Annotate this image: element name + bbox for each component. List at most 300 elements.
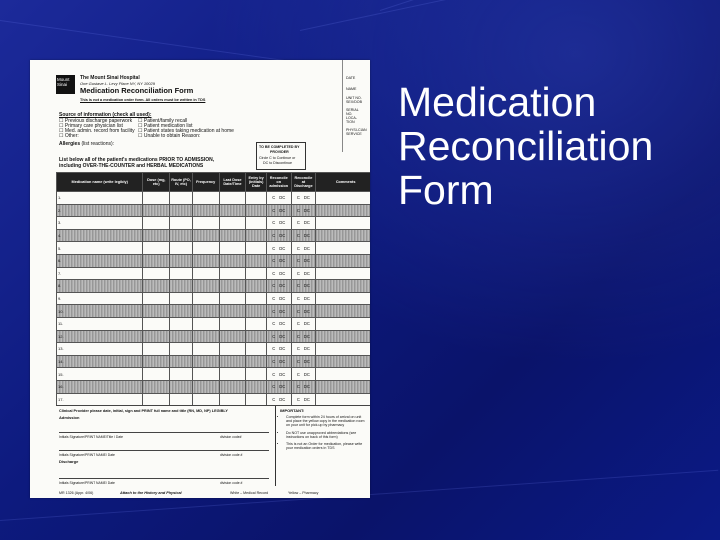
table-cell bbox=[143, 204, 170, 217]
important-box bbox=[275, 406, 368, 486]
table-cell bbox=[170, 280, 193, 293]
discontinue-code[interactable]: DC bbox=[303, 371, 310, 377]
continue-code[interactable]: C bbox=[296, 333, 300, 339]
discontinue-code[interactable]: DC bbox=[279, 245, 286, 251]
row-number: 9. bbox=[57, 292, 143, 305]
table-cell bbox=[192, 242, 219, 255]
discharge-reconcile-cell bbox=[291, 242, 316, 255]
discontinue-code[interactable]: DC bbox=[303, 258, 310, 264]
discontinue-code[interactable]: DC bbox=[279, 384, 286, 390]
row-number: 11. bbox=[57, 317, 143, 330]
table-cell bbox=[170, 393, 193, 406]
footer-attach: Attach to the History and Physical bbox=[120, 491, 182, 495]
table-cell bbox=[143, 292, 170, 305]
continue-code[interactable]: C bbox=[296, 346, 300, 352]
table-cell bbox=[143, 267, 170, 280]
table-row bbox=[57, 280, 371, 293]
table-cell bbox=[192, 267, 219, 280]
table-cell bbox=[316, 192, 370, 205]
discontinue-code[interactable]: DC bbox=[303, 333, 310, 339]
table-cell bbox=[192, 368, 219, 381]
column-header: Frequency bbox=[192, 173, 219, 192]
discontinue-code[interactable]: DC bbox=[303, 220, 310, 226]
continue-code[interactable]: C bbox=[272, 346, 276, 352]
table-cell bbox=[143, 229, 170, 242]
table-cell bbox=[246, 229, 267, 242]
provider-box-line: Circle C to Continue or bbox=[259, 156, 296, 160]
admission-reconcile-cell bbox=[266, 229, 291, 242]
table-cell bbox=[170, 330, 193, 343]
discontinue-code[interactable]: DC bbox=[303, 359, 310, 365]
signature-line bbox=[59, 450, 269, 451]
table-cell bbox=[316, 368, 370, 381]
provider-box-line: PROVIDER bbox=[270, 150, 289, 154]
row-number: 13. bbox=[57, 343, 143, 356]
provider-box-line: DC to Discontinue bbox=[263, 161, 292, 165]
discharge-reconcile-cell bbox=[291, 343, 316, 356]
discharge-reconcile-cell bbox=[291, 305, 316, 318]
admission-reconcile-cell bbox=[266, 192, 291, 205]
continue-code[interactable]: C bbox=[272, 245, 276, 251]
table-cell bbox=[246, 254, 267, 267]
footer-white-copy: White – Medical Record bbox=[230, 491, 269, 495]
continue-code[interactable]: C bbox=[296, 220, 300, 226]
table-cell bbox=[143, 343, 170, 356]
continue-code[interactable]: C bbox=[296, 308, 300, 314]
field-physician: PHYSI-CIAN SERVICE bbox=[346, 128, 367, 136]
discontinue-code[interactable]: DC bbox=[279, 283, 286, 289]
discontinue-code[interactable]: DC bbox=[279, 333, 286, 339]
row-number: 5. bbox=[57, 242, 143, 255]
table-cell bbox=[246, 393, 267, 406]
continue-code[interactable]: C bbox=[272, 233, 276, 239]
row-number: 8. bbox=[57, 280, 143, 293]
table-cell bbox=[219, 368, 246, 381]
provider-instruction-box bbox=[256, 142, 306, 170]
table-header-row bbox=[57, 173, 371, 192]
table-cell bbox=[143, 393, 170, 406]
row-number: 14. bbox=[57, 355, 143, 368]
discharge-reconcile-cell bbox=[291, 317, 316, 330]
division-code: division code# bbox=[220, 435, 242, 439]
table-cell bbox=[219, 217, 246, 230]
discharge-reconcile-cell bbox=[291, 204, 316, 217]
table-cell bbox=[246, 267, 267, 280]
discontinue-code[interactable]: DC bbox=[303, 296, 310, 302]
table-row bbox=[57, 204, 371, 217]
table-row bbox=[57, 305, 371, 318]
table-row bbox=[57, 267, 371, 280]
table-row bbox=[57, 393, 371, 406]
list-instruction-2: including OVER-THE-COUNTER and HERBAL MEDICATIONS bbox=[59, 163, 204, 169]
admission-reconcile-cell bbox=[266, 393, 291, 406]
table-cell bbox=[143, 355, 170, 368]
column-header: Medication name (write legibly) bbox=[57, 173, 143, 192]
admission-reconcile-cell bbox=[266, 305, 291, 318]
row-number: 10. bbox=[57, 305, 143, 318]
table-cell bbox=[219, 317, 246, 330]
continue-code[interactable]: C bbox=[272, 270, 276, 276]
table-cell bbox=[246, 292, 267, 305]
table-cell bbox=[316, 204, 370, 217]
table-cell bbox=[143, 242, 170, 255]
table-cell bbox=[219, 343, 246, 356]
table-cell bbox=[316, 317, 370, 330]
discontinue-code[interactable]: DC bbox=[303, 270, 310, 276]
hospital-logo: Mount Sinai bbox=[56, 75, 75, 94]
table-cell bbox=[192, 393, 219, 406]
table-cell bbox=[170, 355, 193, 368]
medication-rows bbox=[57, 192, 371, 406]
continue-code[interactable]: C bbox=[296, 371, 300, 377]
table-cell bbox=[143, 217, 170, 230]
table-cell bbox=[170, 317, 193, 330]
table-row bbox=[57, 292, 371, 305]
table-cell bbox=[246, 192, 267, 205]
discontinue-code[interactable]: DC bbox=[279, 220, 286, 226]
table-cell bbox=[316, 330, 370, 343]
signature-line bbox=[59, 478, 269, 479]
continue-code[interactable]: C bbox=[272, 321, 276, 327]
table-cell bbox=[219, 280, 246, 293]
table-cell bbox=[192, 343, 219, 356]
table-row bbox=[57, 217, 371, 230]
discontinue-code[interactable]: DC bbox=[303, 195, 310, 201]
table-cell bbox=[246, 204, 267, 217]
continue-code[interactable]: C bbox=[296, 195, 300, 201]
continue-code[interactable]: C bbox=[272, 296, 276, 302]
continue-code[interactable]: C bbox=[272, 384, 276, 390]
row-number: 16. bbox=[57, 380, 143, 393]
division-code: division code # bbox=[220, 481, 243, 485]
source-item: ☐ Previous discharge paperwork bbox=[59, 118, 133, 124]
discharge-label: Discharge bbox=[59, 459, 79, 464]
discharge-reconcile-cell bbox=[291, 267, 316, 280]
continue-code[interactable]: C bbox=[272, 283, 276, 289]
table-cell bbox=[192, 292, 219, 305]
table-cell bbox=[143, 317, 170, 330]
important-notes bbox=[276, 415, 366, 453]
signature-line bbox=[59, 432, 269, 433]
disclaimer: This is not a medication order form. All orders must be written in TDS bbox=[80, 98, 206, 102]
discontinue-code[interactable]: DC bbox=[303, 384, 310, 390]
row-number: 12. bbox=[57, 330, 143, 343]
field-name: NAME bbox=[346, 87, 357, 91]
table-cell bbox=[246, 355, 267, 368]
table-cell bbox=[143, 192, 170, 205]
table-cell bbox=[246, 305, 267, 318]
table-cell bbox=[143, 305, 170, 318]
discontinue-code[interactable]: DC bbox=[303, 233, 310, 239]
table-cell bbox=[219, 393, 246, 406]
discontinue-code[interactable]: DC bbox=[279, 396, 286, 402]
table-cell bbox=[219, 204, 246, 217]
table-cell bbox=[143, 368, 170, 381]
table-cell bbox=[143, 380, 170, 393]
discharge-reconcile-cell bbox=[291, 192, 316, 205]
table-cell bbox=[192, 355, 219, 368]
row-number: 2. bbox=[57, 204, 143, 217]
table-cell bbox=[246, 380, 267, 393]
column-header: Reconcile on admission bbox=[266, 173, 291, 192]
continue-code[interactable]: C bbox=[296, 245, 300, 251]
background-streak bbox=[0, 20, 297, 63]
admission-label: Admission bbox=[59, 415, 80, 420]
source-item: ☐ Unable to obtain Reason: bbox=[138, 133, 201, 139]
table-cell bbox=[246, 217, 267, 230]
provider-box-line: TO BE COMPLETED BY bbox=[259, 145, 300, 149]
table-cell bbox=[246, 343, 267, 356]
admission-reconcile-cell bbox=[266, 368, 291, 381]
table-cell bbox=[219, 192, 246, 205]
table-cell bbox=[192, 280, 219, 293]
table-cell bbox=[316, 393, 370, 406]
admission-reconcile-cell bbox=[266, 330, 291, 343]
continue-code[interactable]: C bbox=[272, 308, 276, 314]
table-row bbox=[57, 368, 371, 381]
patient-id-bar bbox=[342, 60, 370, 152]
table-cell bbox=[192, 204, 219, 217]
table-cell bbox=[219, 254, 246, 267]
table-cell bbox=[316, 305, 370, 318]
table-cell bbox=[170, 368, 193, 381]
table-cell bbox=[246, 368, 267, 381]
table-cell bbox=[316, 254, 370, 267]
hospital-name: The Mount Sinai Hospital bbox=[80, 75, 140, 81]
row-number: 3. bbox=[57, 217, 143, 230]
table-cell bbox=[170, 343, 193, 356]
footer-form-code: MR 1326 (Appr. 4/06) bbox=[59, 491, 94, 495]
important-note: • This is not an Order for medication, please write your medication orders in TDS bbox=[286, 442, 366, 450]
continue-code[interactable]: C bbox=[296, 359, 300, 365]
table-cell bbox=[143, 254, 170, 267]
admission-reconcile-cell bbox=[266, 343, 291, 356]
source-item: ☐ Primary care physician list bbox=[59, 123, 123, 129]
discontinue-code[interactable]: DC bbox=[279, 371, 286, 377]
admission-reconcile-cell bbox=[266, 380, 291, 393]
discontinue-code[interactable]: DC bbox=[279, 195, 286, 201]
table-cell bbox=[219, 292, 246, 305]
source-item: ☐ Other: bbox=[59, 133, 79, 139]
continue-code[interactable]: C bbox=[296, 384, 300, 390]
table-cell bbox=[316, 217, 370, 230]
allergies-label: Allergies (list reactions): bbox=[59, 141, 115, 147]
table-cell bbox=[316, 343, 370, 356]
discontinue-code[interactable]: DC bbox=[303, 283, 310, 289]
continue-code[interactable]: C bbox=[272, 333, 276, 339]
important-heading: IMPORTANT: bbox=[280, 408, 305, 413]
row-number: 17. bbox=[57, 393, 143, 406]
important-note: • Do NOT use unapproved abbreviations (see instructions on back of this form) bbox=[286, 431, 366, 439]
discontinue-code[interactable]: DC bbox=[279, 321, 286, 327]
field-serial: SERIAL NO. LOCA-TION bbox=[346, 108, 359, 124]
field-unit: UNIT NO. SEX/DOB bbox=[346, 96, 362, 104]
table-cell bbox=[143, 330, 170, 343]
table-cell bbox=[316, 242, 370, 255]
table-cell bbox=[192, 305, 219, 318]
discontinue-code[interactable]: DC bbox=[279, 346, 286, 352]
table-row bbox=[57, 380, 371, 393]
table-cell bbox=[246, 280, 267, 293]
table-cell bbox=[246, 330, 267, 343]
discontinue-code[interactable]: DC bbox=[303, 207, 310, 213]
table-row bbox=[57, 192, 371, 205]
continue-code[interactable]: C bbox=[296, 296, 300, 302]
table-cell bbox=[219, 355, 246, 368]
table-row bbox=[57, 229, 371, 242]
column-header: Last Dose Date/Time bbox=[219, 173, 246, 192]
discharge-reconcile-cell bbox=[291, 292, 316, 305]
source-item: ☐ Med. admin. record from facility bbox=[59, 128, 135, 134]
discharge-reconcile-cell bbox=[291, 393, 316, 406]
source-item: ☐ Patient states taking medication at home bbox=[138, 128, 234, 134]
continue-code[interactable]: C bbox=[296, 321, 300, 327]
medication-form-image bbox=[30, 60, 370, 498]
continue-code[interactable]: C bbox=[272, 220, 276, 226]
continue-code[interactable]: C bbox=[272, 195, 276, 201]
table-cell bbox=[192, 217, 219, 230]
column-header: Route (PO, IV, etc) bbox=[170, 173, 193, 192]
admission-reconcile-cell bbox=[266, 355, 291, 368]
table-cell bbox=[246, 317, 267, 330]
table-cell bbox=[219, 380, 246, 393]
source-heading: Source of information (check all used): bbox=[59, 112, 152, 118]
discharge-reconcile-cell bbox=[291, 380, 316, 393]
discontinue-code[interactable]: DC bbox=[303, 346, 310, 352]
table-cell bbox=[170, 204, 193, 217]
source-item: ☐ Patient/family recall bbox=[138, 118, 188, 124]
signature-caption: Initials Signature/PRINT NAME/ Date bbox=[59, 453, 115, 457]
important-note: • Complete form within 24 hours of arrival on unit and place the yellow copy in the medication room on your unit for pick-up by pharmacy bbox=[286, 415, 366, 428]
signature-caption: Initials Signature/PRINT NAME/Title / Date bbox=[59, 435, 124, 439]
table-cell bbox=[170, 229, 193, 242]
table-cell bbox=[219, 229, 246, 242]
admission-reconcile-cell bbox=[266, 254, 291, 267]
table-row bbox=[57, 317, 371, 330]
discharge-reconcile-cell bbox=[291, 254, 316, 267]
discontinue-code[interactable]: DC bbox=[303, 396, 310, 402]
table-cell bbox=[170, 192, 193, 205]
table-row bbox=[57, 343, 371, 356]
footer-yellow-copy: Yellow – Pharmacy bbox=[288, 491, 319, 495]
table-cell bbox=[192, 192, 219, 205]
discontinue-code[interactable]: DC bbox=[279, 207, 286, 213]
table-cell bbox=[192, 380, 219, 393]
table-cell bbox=[219, 305, 246, 318]
continue-code[interactable]: C bbox=[272, 359, 276, 365]
table-cell bbox=[170, 380, 193, 393]
discontinue-code[interactable]: DC bbox=[279, 258, 286, 264]
continue-code[interactable]: C bbox=[296, 258, 300, 264]
continue-code[interactable]: C bbox=[272, 371, 276, 377]
admission-reconcile-cell bbox=[266, 317, 291, 330]
column-header: Reconcile at Discharge bbox=[291, 173, 316, 192]
row-number: 4. bbox=[57, 229, 143, 242]
discontinue-code[interactable]: DC bbox=[279, 233, 286, 239]
row-number: 7. bbox=[57, 267, 143, 280]
table-cell bbox=[170, 292, 193, 305]
discontinue-code[interactable]: DC bbox=[303, 245, 310, 251]
slide-title: Medication Reconciliation Form bbox=[398, 79, 654, 213]
column-header: Dose (mg, etc) bbox=[143, 173, 170, 192]
discontinue-code[interactable]: DC bbox=[279, 359, 286, 365]
discharge-reconcile-cell bbox=[291, 355, 316, 368]
admission-reconcile-cell bbox=[266, 217, 291, 230]
table-cell bbox=[219, 267, 246, 280]
continue-code[interactable]: C bbox=[296, 270, 300, 276]
table-cell bbox=[170, 305, 193, 318]
continue-code[interactable]: C bbox=[272, 258, 276, 264]
continue-code[interactable]: C bbox=[296, 233, 300, 239]
continue-code[interactable]: C bbox=[296, 207, 300, 213]
discharge-reconcile-cell bbox=[291, 229, 316, 242]
table-cell bbox=[219, 330, 246, 343]
continue-code[interactable]: C bbox=[296, 283, 300, 289]
row-number: 15. bbox=[57, 368, 143, 381]
discontinue-code[interactable]: DC bbox=[303, 308, 310, 314]
table-row bbox=[57, 330, 371, 343]
table-cell bbox=[316, 380, 370, 393]
table-cell bbox=[143, 280, 170, 293]
column-header: Comments bbox=[316, 173, 370, 192]
continue-code[interactable]: C bbox=[272, 396, 276, 402]
discharge-reconcile-cell bbox=[291, 368, 316, 381]
provider-heading: Clinical Provider please date, initial, sign and PRINT full name and title (RN, MD, NP) LEGIBLY bbox=[59, 409, 228, 413]
admission-reconcile-cell bbox=[266, 204, 291, 217]
form-title: Medication Reconciliation Form bbox=[80, 86, 194, 95]
table-cell bbox=[246, 242, 267, 255]
table-cell bbox=[192, 317, 219, 330]
admission-reconcile-cell bbox=[266, 292, 291, 305]
admission-reconcile-cell bbox=[266, 242, 291, 255]
table-cell bbox=[170, 267, 193, 280]
table-row bbox=[57, 242, 371, 255]
table-cell bbox=[170, 242, 193, 255]
division-code: division code # bbox=[220, 453, 243, 457]
table-cell bbox=[316, 355, 370, 368]
continue-code[interactable]: C bbox=[272, 207, 276, 213]
table-cell bbox=[192, 229, 219, 242]
discharge-reconcile-cell bbox=[291, 280, 316, 293]
field-date: DATE bbox=[346, 76, 356, 80]
table-cell bbox=[170, 217, 193, 230]
table-cell bbox=[316, 280, 370, 293]
table-cell bbox=[219, 242, 246, 255]
continue-code[interactable]: C bbox=[296, 396, 300, 402]
admission-reconcile-cell bbox=[266, 267, 291, 280]
discontinue-code[interactable]: DC bbox=[279, 270, 286, 276]
admission-reconcile-cell bbox=[266, 280, 291, 293]
list-instruction: List below all of the patient's medications PRIOR TO ADMISSION, bbox=[59, 157, 215, 163]
discharge-reconcile-cell bbox=[291, 217, 316, 230]
table-cell bbox=[316, 292, 370, 305]
column-header: Entry by (initials) Date bbox=[246, 173, 267, 192]
discontinue-code[interactable]: DC bbox=[279, 296, 286, 302]
signature-caption: Initials Signature/PRINT NAME/ Date bbox=[59, 481, 115, 485]
hospital-address: One Gustave L. Levy Place NY, NY 10029 bbox=[80, 81, 155, 86]
row-number: 1. bbox=[57, 192, 143, 205]
background-streak bbox=[300, 0, 711, 31]
table-cell bbox=[170, 254, 193, 267]
medication-table bbox=[56, 172, 370, 406]
table-cell bbox=[316, 229, 370, 242]
table-row bbox=[57, 355, 371, 368]
table-cell bbox=[316, 267, 370, 280]
source-item: ☐ Patient medication list bbox=[138, 123, 193, 129]
discharge-reconcile-cell bbox=[291, 330, 316, 343]
discontinue-code[interactable]: DC bbox=[279, 308, 286, 314]
discontinue-code[interactable]: DC bbox=[303, 321, 310, 327]
